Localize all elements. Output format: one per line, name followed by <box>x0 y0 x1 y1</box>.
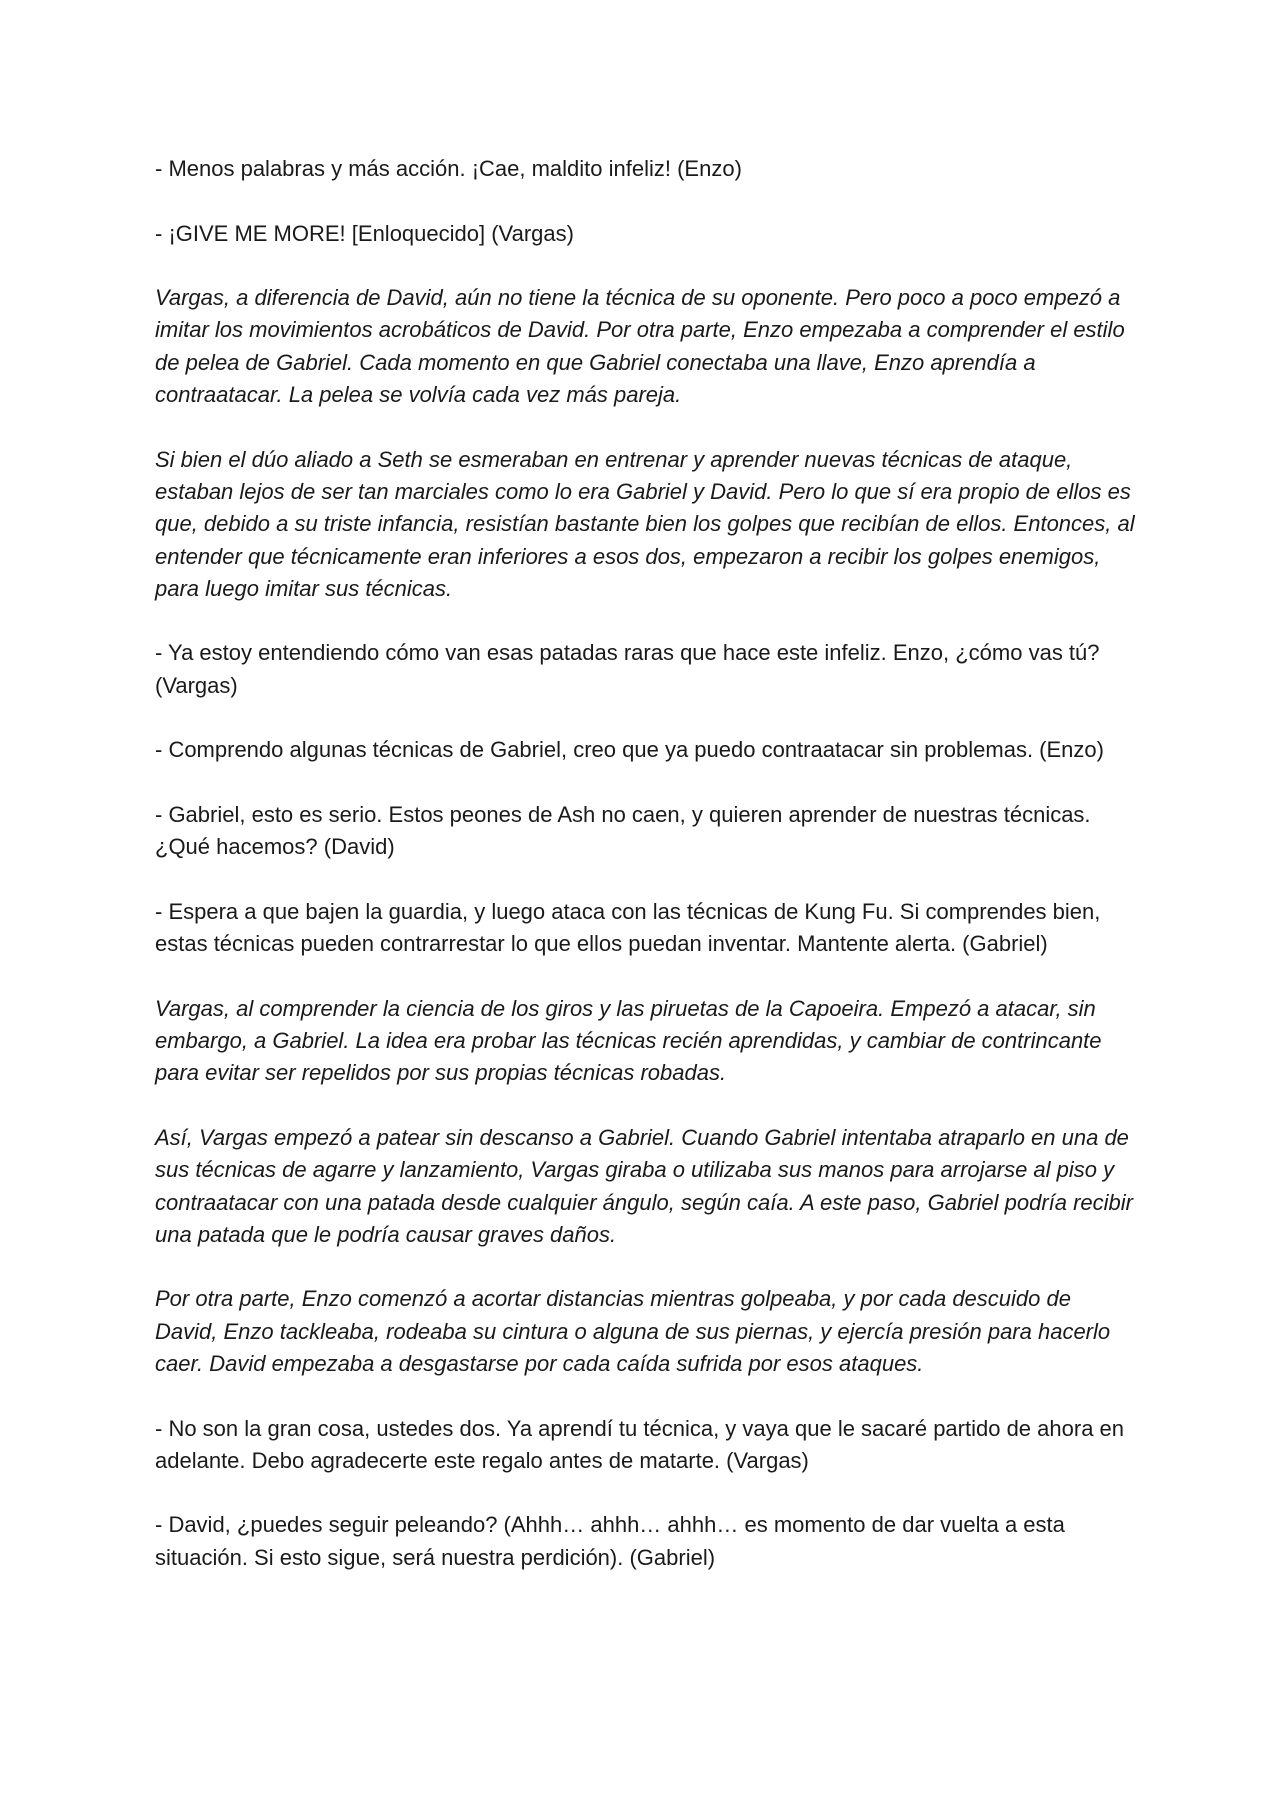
narration-paragraph: Así, Vargas empezó a patear sin descanso a Gabriel. Cuando Gabriel intentaba atraparlo en una de sus técnicas de agarre y lanzamiento, Vargas giraba o utilizaba sus manos para arrojarse al piso y contraatacar con una patada desde cualquier ángulo, según caía. A este paso, Gabriel podría recibir una patada que le podría causar graves daños. <box>155 1124 1134 1247</box>
dialogue-paragraph: - Ya estoy entendiendo cómo van esas patadas raras que hace este infeliz. Enzo, ¿cómo vas tú? (Vargas) <box>155 640 1100 698</box>
narration-paragraph: Vargas, a diferencia de David, aún no tiene la técnica de su oponente. Pero poco a poco empezó a imitar los movimientos acrobáticos de David. Por otra parte, Enzo empezaba a comprender el estilo de pelea de Gabriel. Cada momento en que Gabriel conectaba una llave, Enzo aprendía a contraatacar. La pelea se volvía cada vez más pareja. <box>155 285 1125 408</box>
document-body <box>155 153 1137 1606</box>
narration-paragraph: Por otra parte, Enzo comenzó a acortar distancias mientras golpeaba, y por cada descuido de David, Enzo tackleaba, rodeaba su cintura o alguna de sus piernas, y ejercía presión para hacerlo caer. David empezaba a desgastarse por cada caída sufrida por esos ataques. <box>155 1286 1111 1376</box>
dialogue-paragraph: - ¡GIVE ME MORE! [Enloquecido] (Vargas) <box>155 220 574 246</box>
narration-paragraph: Si bien el dúo aliado a Seth se esmeraban en entrenar y aprender nuevas técnicas de ataque, estaban lejos de ser tan marciales como lo era Gabriel y David. Pero lo que sí era propio de ellos es que, debido a su triste infancia, resistían bastante bien los golpes que recibían de ellos. Entonces, al entender que técnicamente eran inferiores a esos dos, empezaron a recibir los golpes enemigos, para luego imitar sus técnicas. <box>155 446 1135 601</box>
dialogue-paragraph: - Espera a que bajen la guardia, y luego ataca con las técnicas de Kung Fu. Si comprendes bien, estas técnicas pueden contrarrestar lo que ellos puedan inventar. Mantente alerta. (Gabriel) <box>155 898 1101 957</box>
dialogue-paragraph: - Menos palabras y más acción. ¡Cae, maldito infeliz! (Enzo) <box>155 156 742 181</box>
dialogue-paragraph: - Comprendo algunas técnicas de Gabriel, creo que ya puedo contraatacar sin problemas. (Enzo) <box>155 737 1104 763</box>
dialogue-paragraph: - No son la gran cosa, ustedes dos. Ya aprendí tu técnica, y vaya que le sacaré partido de ahora en adelante. Debo agradecerte este regalo antes de matarte. (Vargas) <box>155 1415 1125 1473</box>
dialogue-paragraph: - David, ¿puedes seguir peleando? (Ahhh… ahhh… ahhh… es momento de dar vuelta a esta situación. Si esto sigue, será nuestra perdición). (Gabriel) <box>155 1512 1065 1570</box>
narration-paragraph: Vargas, al comprender la ciencia de los giros y las piruetas de la Capoeira. Empezó a atacar, sin embargo, a Gabriel. La idea era probar las técnicas recién aprendidas, y cambiar de contrincante para evitar ser repelidos por sus propias técnicas robadas. <box>155 995 1102 1086</box>
dialogue-paragraph: - Gabriel, esto es serio. Estos peones de Ash no caen, y quieren aprender de nuestras técnicas. ¿Qué hacemos? (David) <box>155 801 1091 860</box>
